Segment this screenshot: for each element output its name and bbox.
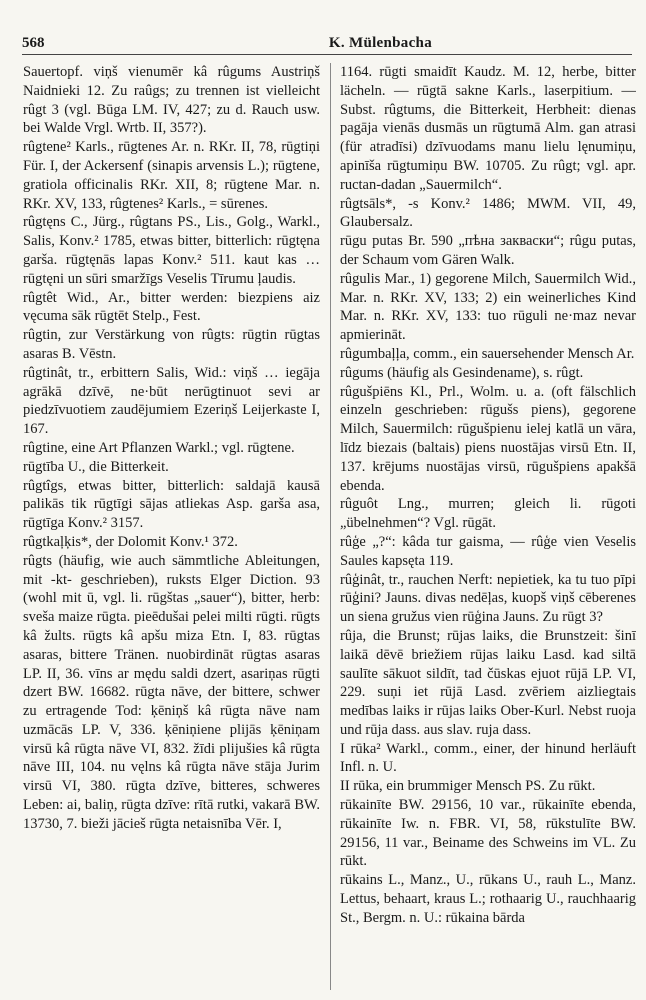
entry-paragraph: rûgts (häufig, wie auch sämmtliche Ableitungen, mit -kt- geschrieben), ruksts Elger Diction. 93 (wohl mit ū, vgl. li. rūgštas „sauer“), bitter, herb: sveša maize rūgta. pieēdušai pelei milti rūgti. rūgts kâ žults. rūgts kâ apšu miza Etn. I, 83. rūgtas asaras, bittere Tränen. nuobirdināt rūgtas asaras LP. II, 36. vīns ar mędu saldi dzert, asariņas rūgti dzert BW. 16682. rūgta nāve, der bittere, schwer zu ertragende Tod: ķēniņš kâ rūgta nāve nam uzmācās LP. V, 336. ķēniņiene plijās ķēniņam virsū kâ rūgta nāve VI, 832. žīdi plijušies kâ rūgta nāve III, 104. nu vęlns kâ rūgta nāve stāja Jurim virsū VI, 380. rūgta dzīve, bitteres, schweres Leben: ai, baliņ, rūgta dzīve: rītā rutki, vakarā BW. 13730, 7. bieži jācieš rūgta netaisnība Vēr. I, [23,552,320,832]
entry-paragraph: rūkains L., Manz., U., rūkans U., rauh L., Manz. Lettus, behaart, kraus L.; rothaarig U., rauchhaarig St., Bergm. n. U.: rūkaina bārda [340,872,636,926]
entry-paragraph: rûgtsāls*, -s Konv.² 1486; MWM. VII, 49, Glaubersalz. [340,195,636,231]
entry-paragraph: rūgtība U., die Bitterkeit. [23,458,169,475]
entry-paragraph: rūkainīte BW. 29156, 10 var., rūkainīte ebenda, rūkainīte Iw. n. FBR. VI, 58, rūkstulīte BW. 29156, 11 var., Beiname des Schweins im VL. Zu rūkt. [340,797,636,870]
left-column [23,63,320,994]
entry-paragraph: 1164. rūgti smaidīt Kaudz. M. 12, herbe, bitter lächeln. — rūgtā sakne Karls., laserpitium. — Subst. rûgtums, die Bitterkeit, Herbheit: dienas pagāja vienās dusmās un rūgtumā Alm. gan atrasi (für atradīsi) dzīvuodams manu lielu lęnumiņu, apinīša rūgtumiņu BW. 10705. Zu rûgt; vgl. apr. ructan-dadan „Sauermilch“. [340,64,636,193]
entry-paragraph: rūgu putas Br. 590 „пѣна закваски“; rûgu putas, der Schaum vom Gären Walk. [340,233,636,268]
entry-paragraph: rûguôt Lng., murren; gleich li. rūgoti „übelnehmen“? Vgl. rūgāt. [340,496,636,532]
entry-paragraph: I rūka² Warkl., comm., einer, der hinund herläuft Infl. n. U. [340,740,636,776]
right-column [340,63,636,994]
entry-paragraph: rûgtin, zur Verstärkung von rûgts: rūgtin rūgtas asaras B. Vēstn. [23,327,320,362]
entry-paragraph: rûja, die Brunst; rūjas laiks, die Brunstzeit: šinī laikā dēvē briežiem rūjas laiku Lasd. kad siltā saulīte sākuot sildīt, tad čūskas ejuot rūjā LP. VI, 229. suņi iet rūjā Lasd. zvēriem aizliegtais medības laiks ir rūjas laiks Ober-Kurl. Nebst ruoja und rūja dass. aus slav. ruja dass. [340,627,636,738]
entry-paragraph: II rūka, ein brummiger Mensch PS. Zu rūkt. [340,778,596,795]
entry-paragraph: rûgtine, eine Art Pflanzen Warkl.; vgl. rūgtene. [23,439,295,456]
entry-paragraph: rûģinât, tr., rauchen Nerft: nepietiek, ka tu tuo pīpi rūģini? Jauns. divas nedēļas, kuopš viņš cēberenes un siena gružus vien rūģina Jauns. Zu rūgt 3? [340,571,636,626]
entry-paragraph: rûgulis Mar., 1) gegorene Milch, Sauermilch Wid., Mar. n. RKr. XV, 133; 2) ein weinerliches Kind Mar. n. RKr. XV, 133: tuo rūguli ne·maz nevar apmierināt. [340,270,636,344]
entry-paragraph: rûgtîgs, etwas bitter, bitterlich: saldajā kausā palikās tik rūgtīgi sājas atliekas Asp. garša asa, rūgtīga Konv.² 3157. [23,477,320,532]
entry-paragraph: rûgušpiēns Kl., Prl., Wolm. u. a. (oft fälschlich einzeln geschrieben: rūgušs piens), gegorene Milch, Sauermilch: rūgušpienu ielej katlā un vāra, līdz biezais (baltais) piens nuostājas virsū Etn. II, 137. krējums nuostājas virsū, rūgušpiens apakšā ebenda. [340,383,636,494]
page-number: 568 [22,35,45,51]
running-title: K. Mülenbacha [328,35,432,51]
entry-paragraph: rûgtęns C., Jürg., rûgtans PS., Lis., Golg., Warkl., Salis, Konv.² 1785, etwas bitter, bitterlich: rūgtęna garša. rūgtęnās lapas Konv.² 511. kaut kas … rūgtęni un sūri smaržīgs Veselis Tīrumu ļaudis. [23,214,320,287]
entry-paragraph: rûgtkaļķis*, der Dolomit Konv.¹ 372. [23,533,238,550]
page-header [22,30,632,52]
entry-paragraph: rûgumbaļļa, comm., ein sauersehender Mensch Ar. [340,345,635,362]
entry-paragraph: rûgums (häufig als Gesindename), s. rûgt. [340,364,584,381]
entry-paragraph: rûģe „?“: kâda tur gaisma, — rûģe vien Veselis Saules kapsęta 119. [340,533,636,569]
column-divider [330,63,331,990]
entry-paragraph: rûgtêt Wid., Ar., bitter werden: biezpiens aiz vęcuma sāk rūgtēt Stelp., Fest. [23,289,320,325]
entry-paragraph: Sauertopf. viņš vienumēr kâ rûgums Austriņš Naidnieki 12. Zu raûgs; zu trennen ist vielleicht rûgt 3 (vgl. Būga LM. IV, 427; zu d. Rauch usw. bei Walde Vrgl. Wrtb. II, 357?). [23,64,320,137]
entry-paragraph: rûgtinât, tr., erbittern Salis, Wid.: viņš … iegāja agrākā dzīvē, ne·būt nerūgtinuot sevi ar piedzīvuotiem zaudējumiem Ezeriņš Leijerkaste I, 167. [23,364,320,438]
header-rule [22,54,632,55]
entry-paragraph: rûgtene² Karls., rūgtenes Ar. n. RKr. II, 78, rūgtiņi Für. I, der Ackersenf (sinapis arvensis L.); rūgtene, gratiola officinalis RKr. XII, 8; rūgtene Mar. n. RKr. XV, 133, rûgtenes² Karls., = sūrenes. [23,139,320,212]
